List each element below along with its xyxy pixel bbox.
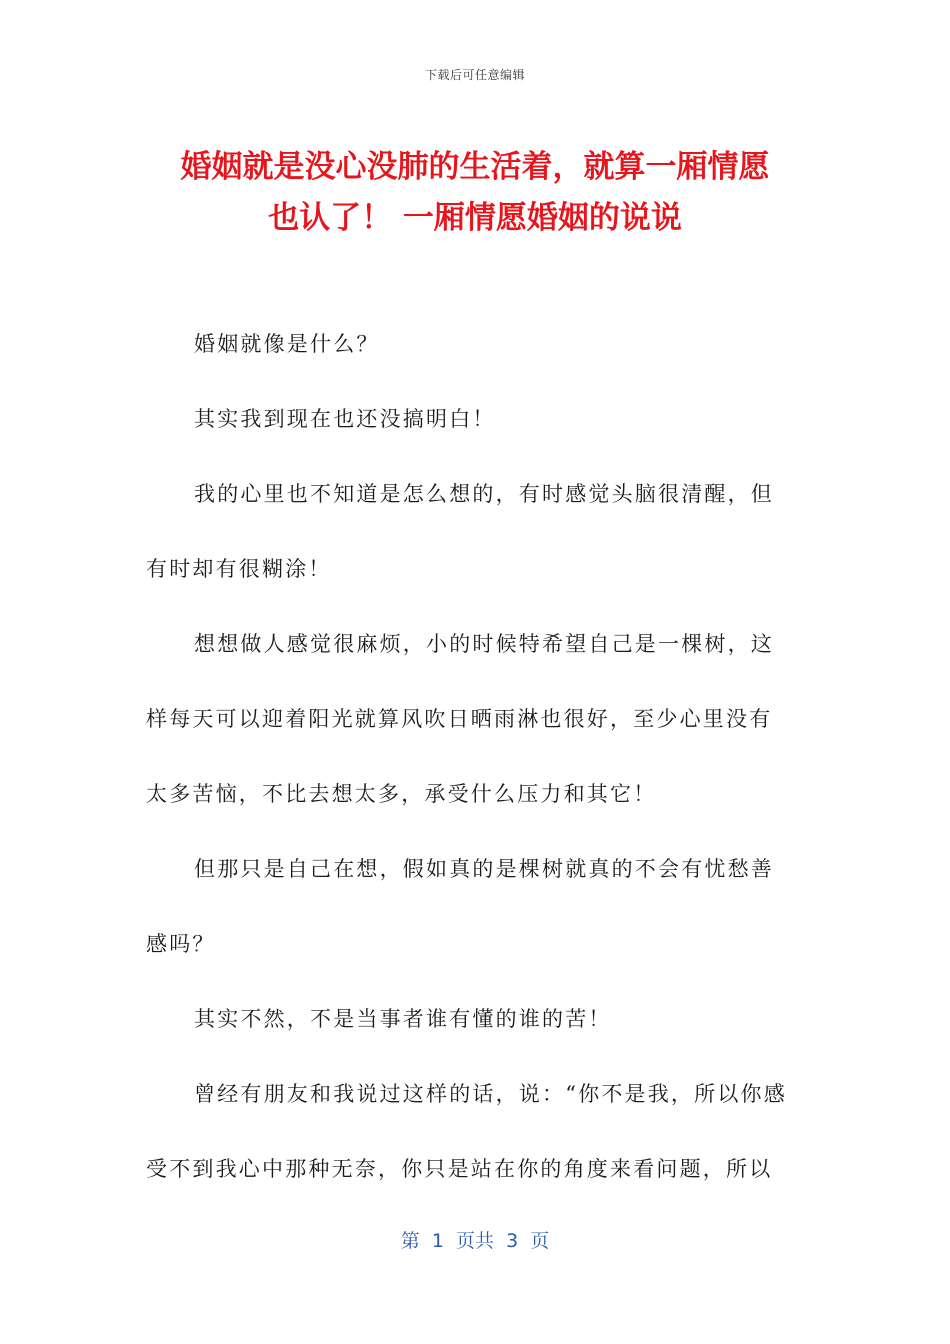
- title-line-2: 也认了！ 一厢情愿婚姻的说说: [268, 200, 682, 236]
- document-title: [120, 142, 830, 244]
- paragraph-line: 婚姻就像是什么？: [194, 332, 380, 356]
- paragraph-line: 感吗？: [146, 932, 216, 956]
- page-number: 第 1 页共 3 页: [400, 1230, 550, 1252]
- paragraph-line: 其实不然，不是当事者谁有懂的谁的苦！: [194, 1007, 612, 1031]
- paragraph-line: 太多苦恼，不比去想太多，承受什么压力和其它！: [146, 782, 657, 806]
- header-note: 下载后可任意编辑: [424, 68, 525, 82]
- paragraph-line: 想想做人感觉很麻烦，小的时候特希望自己是一棵树，这: [194, 632, 774, 656]
- paragraph-line: 曾经有朋友和我说过这样的话，说：“你不是我，所以你感: [194, 1082, 787, 1106]
- paragraph-line: 其实我到现在也还没搞明白！: [194, 407, 496, 431]
- paragraph-line: 受不到我心中那种无奈，你只是站在你的角度来看问题，所以: [146, 1157, 773, 1181]
- paragraph-line: 样每天可以迎着阳光就算风吹日晒雨淋也很好，至少心里没有: [146, 707, 773, 731]
- title-line-1: 婚姻就是没心没肺的生活着，就算一厢情愿: [180, 149, 770, 185]
- paragraph-line: 我的心里也不知道是怎么想的，有时感觉头脑很清醒，但: [194, 482, 774, 506]
- paragraph-line: 有时却有很糊涂！: [146, 557, 332, 581]
- paragraph-line: 但那只是自己在想，假如真的是棵树就真的不会有忧愁善: [194, 857, 774, 881]
